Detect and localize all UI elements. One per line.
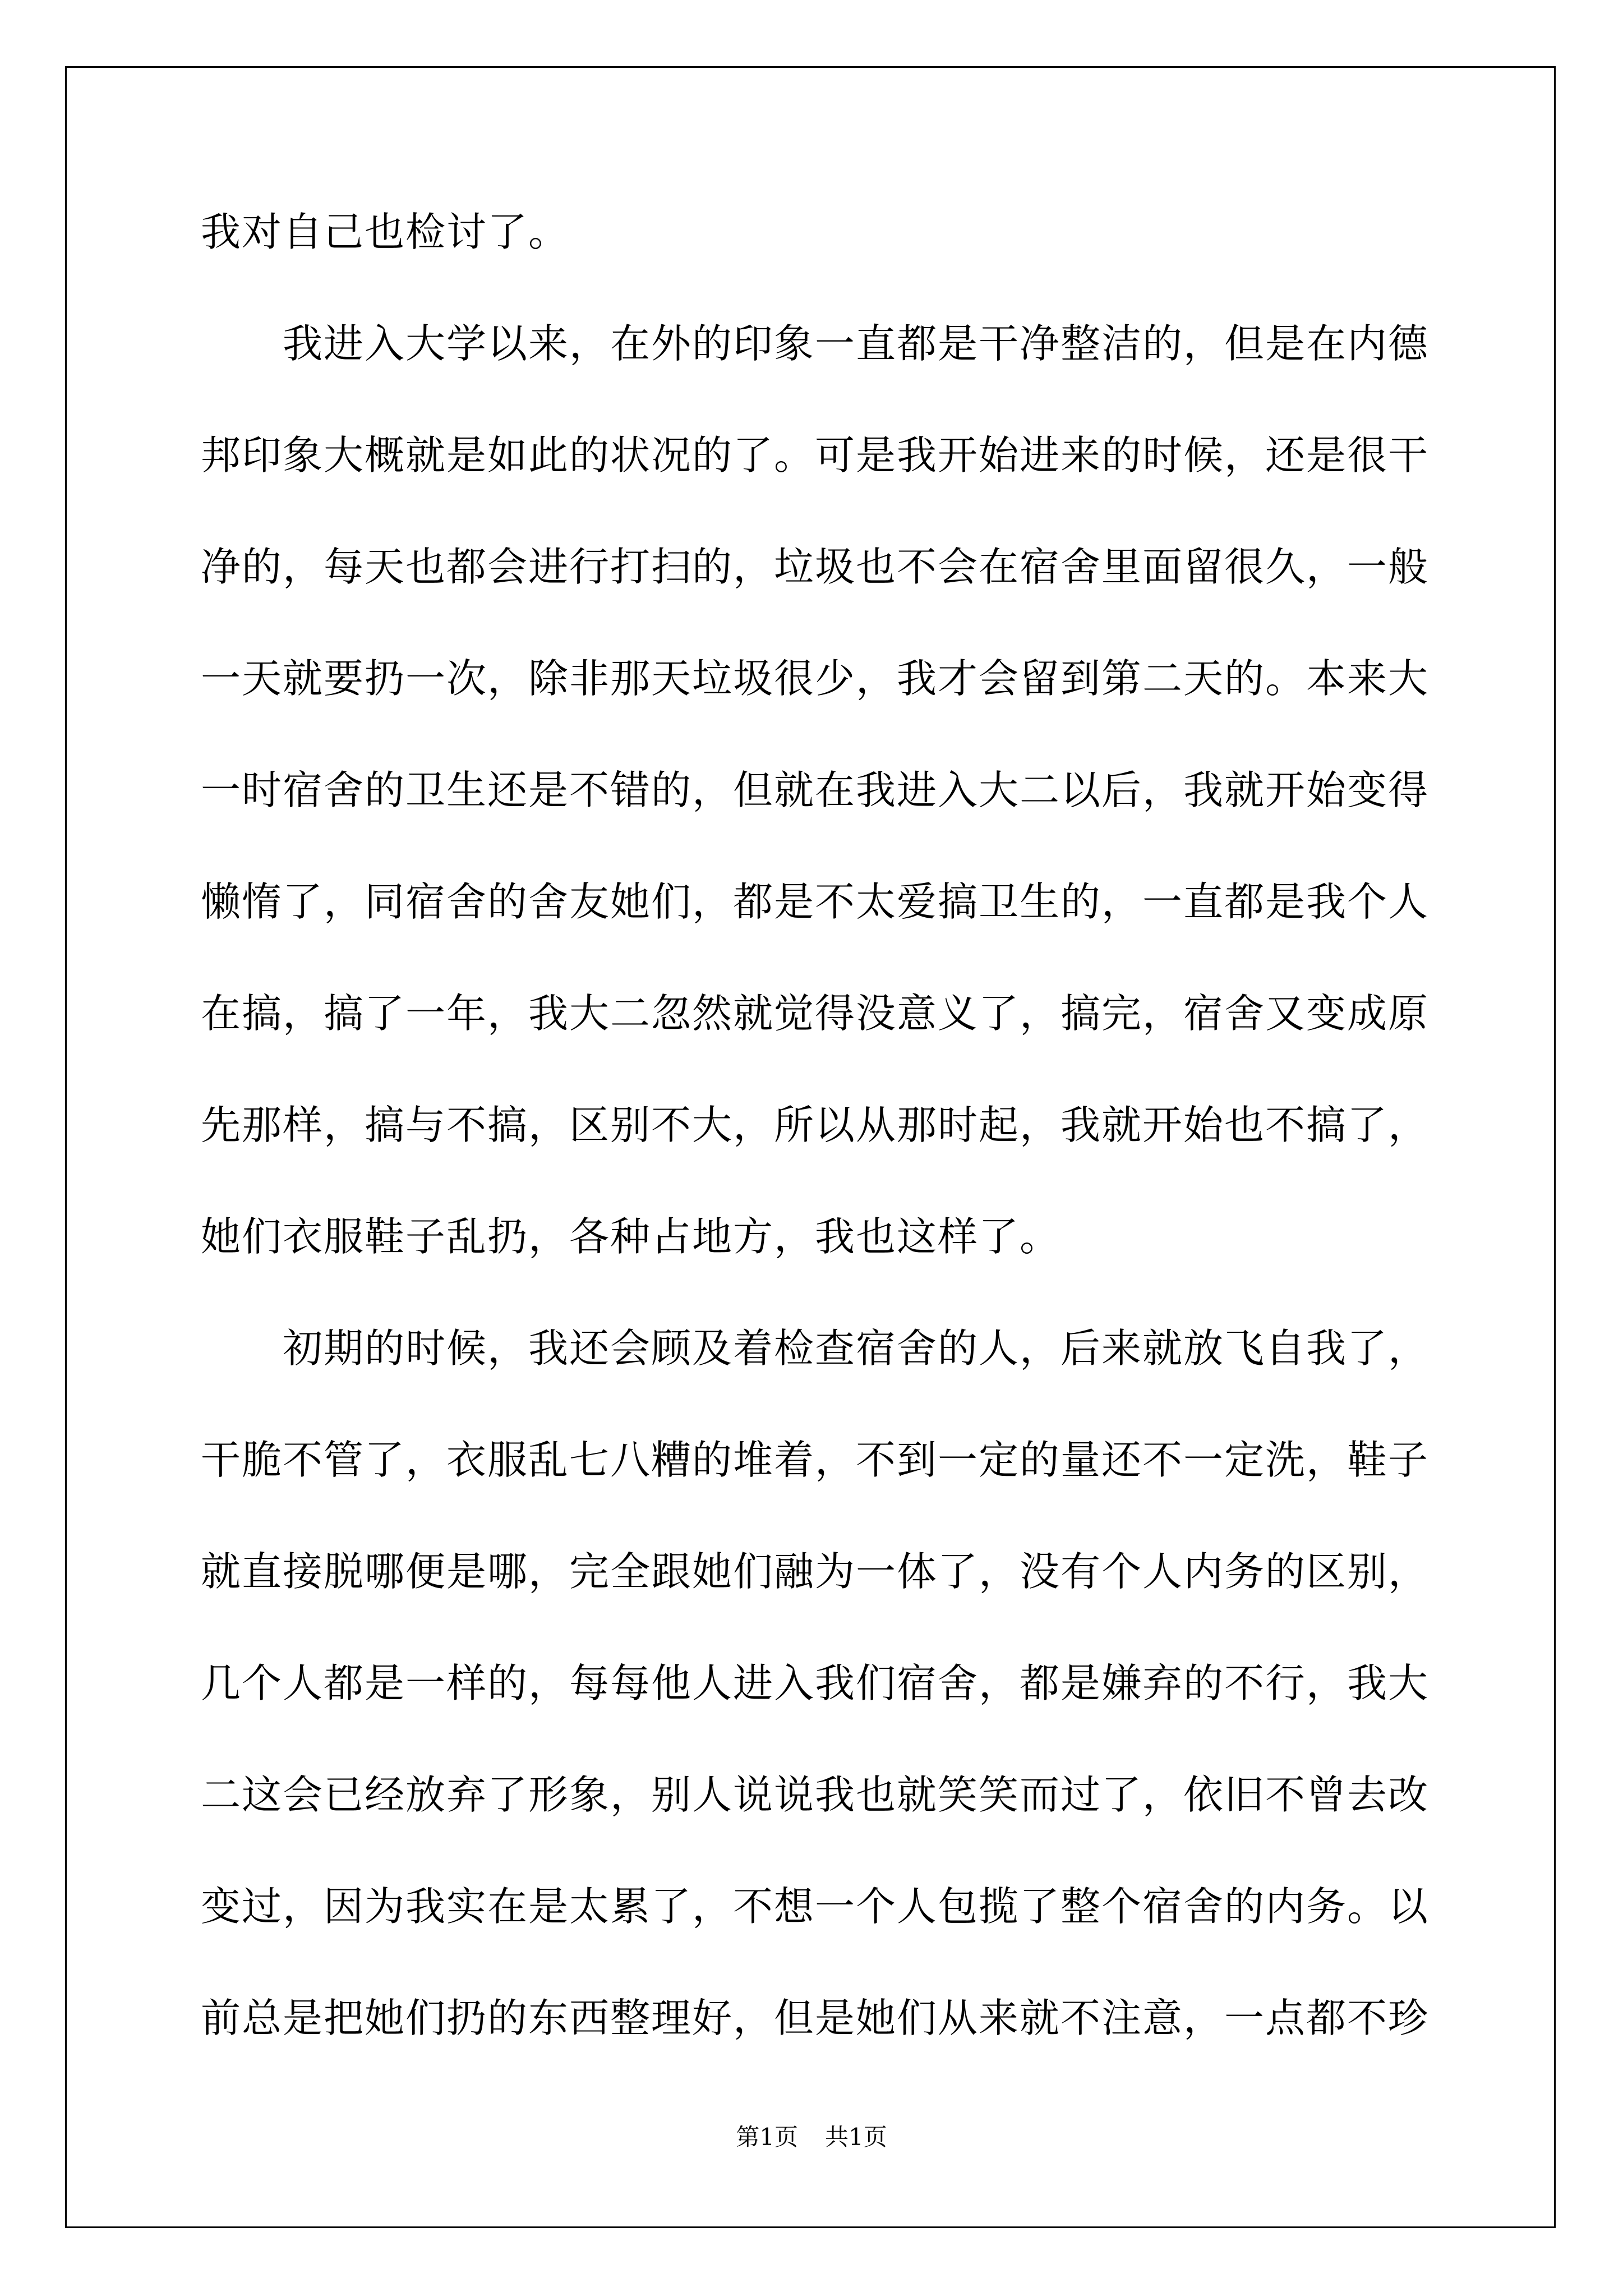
text-line: 干脆不管了，衣服乱七八糟的堆着，不到一定的量还不一定洗，鞋子: [201, 1437, 1430, 1483]
text-line: 二这会已经放弃了形象，别人说说我也就笑笑而过了，依旧不曾去改: [201, 1772, 1430, 1818]
text-line: 我进入大学以来，在外的印象一直都是干净整洁的，但是在内德: [283, 320, 1430, 367]
page-number: 第1页: [736, 2123, 798, 2151]
text-line: 懒惰了，同宿舍的舍友她们，都是不太爱搞卫生的，一直都是我个人: [201, 878, 1430, 925]
text-line: 我对自己也检讨了。: [201, 209, 570, 255]
text-line: 在搞，搞了一年，我大二忽然就觉得没意义了，搞完，宿舍又变成原: [201, 990, 1430, 1037]
page-footer: [0, 2123, 1623, 2152]
text-line: 就直接脱哪便是哪，完全跟她们融为一体了，没有个人内务的区别，: [201, 1548, 1430, 1595]
text-line: 先那样，搞与不搞，区别不大，所以从那时起，我就开始也不搞了，: [201, 1102, 1430, 1148]
document-body: [201, 206, 1435, 2104]
text-line: 几个人都是一样的，每每他人进入我们宿舍，都是嫌弃的不行，我大: [201, 1660, 1430, 1706]
text-line: 变过，因为我实在是太累了，不想一个人包揽了整个宿舍的内务。以: [201, 1883, 1430, 1930]
text-line: 初期的时候，我还会顾及着检查宿舍的人，后来就放飞自我了，: [283, 1325, 1430, 1372]
text-line: 净的，每天也都会进行打扫的，垃圾也不会在宿舍里面留很久，一般: [201, 544, 1430, 590]
text-line: 一时宿舍的卫生还是不错的，但就在我进入大二以后，我就开始变得: [201, 767, 1430, 813]
text-line: 前总是把她们扔的东西整理好，但是她们从来就不注意，一点都不珍: [201, 1995, 1430, 2041]
text-line: 邦印象大概就是如此的状况的了。可是我开始进来的时候，还是很干: [201, 432, 1430, 478]
text-line: 她们衣服鞋子乱扔，各种占地方，我也这样了。: [201, 1213, 1061, 1260]
page-total: 共1页: [825, 2123, 887, 2151]
text-line: 一天就要扔一次，除非那天垃圾很少，我才会留到第二天的。本来大: [201, 655, 1430, 702]
